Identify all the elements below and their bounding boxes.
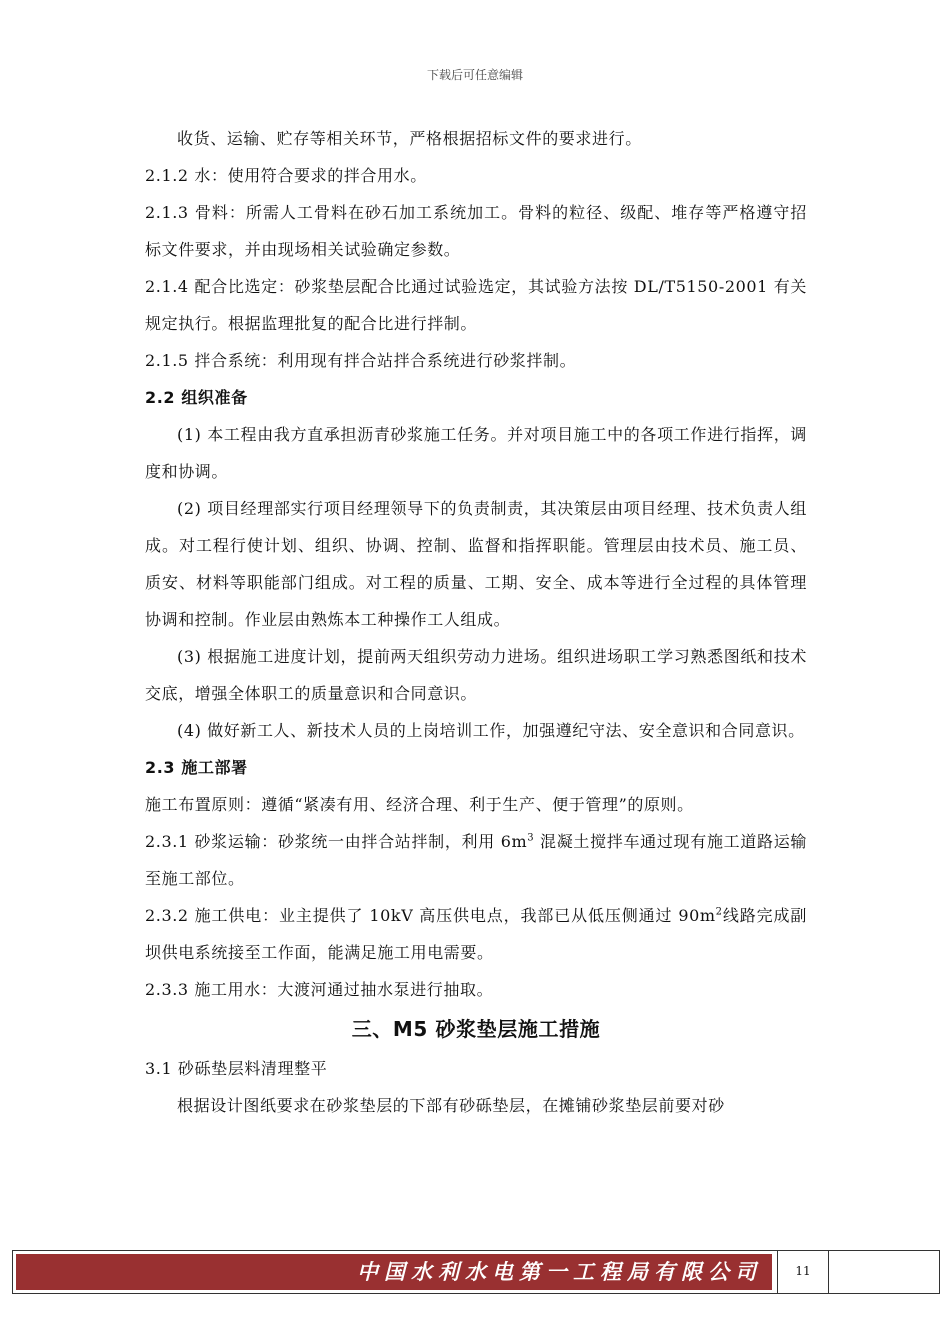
paragraph: (4) 做好新工人、新技术人员的上岗培训工作，加强遵纪守法、安全意识和合同意识。 <box>177 721 805 740</box>
clause-2-1-5: 2.1.5 拌合系统：利用现有拌合站拌合系统进行砂浆拌制。 <box>145 351 577 370</box>
subsection-heading-3-1: 3.1 砂砾垫层料清理整平 <box>145 1059 328 1078</box>
superscript: 3 <box>527 832 535 844</box>
paragraph: (3) 根据施工进度计划，提前两天组织劳动力进场。组织进场职工学习熟悉图纸和技术交底，增强全体职工的质量意识和合同意识。 <box>145 647 807 703</box>
paragraph: (1) 本工程由我方直承担沥青砂浆施工任务。并对项目施工中的各项工作进行指挥，调度和协调。 <box>145 425 807 481</box>
clause-2-1-4: 2.1.4 配合比选定：砂浆垫层配合比通过试验选定，其试验方法按 DL/T5150-2001 有关规定执行。根据监理批复的配合比进行拌制。 <box>145 277 807 333</box>
chapter-heading-3: 三、M5 砂浆垫层施工措施 <box>351 1017 601 1041</box>
paragraph: 收货、运输、贮存等相关环节，严格根据招标文件的要求进行。 <box>177 129 642 148</box>
paragraph: (2) 项目经理部实行项目经理领导下的负责制责，其决策层由项目经理、技术负责人组成。对工程行使计划、组织、协调、控制、监督和指挥职能。管理层由技术员、施工员、质安、材料等职能部门组成。对工程的质量、工期、安全、成本等进行全过程的具体管理协调和控制。作业层由熟炼本工种操作工人组成。 <box>145 499 807 629</box>
paragraph: 根据设计图纸要求在砂浆垫层的下部有砂砾垫层，在摊铺砂浆垫层前要对砂 <box>177 1096 725 1115</box>
section-heading-2-2: 2.2 组织准备 <box>145 388 248 407</box>
superscript: 2 <box>715 906 723 918</box>
clause-text: 混凝土搅拌车通过现有施工道路运输至施工部位。 <box>145 832 808 888</box>
page-footer <box>12 1250 940 1294</box>
clause-text: 线路完成副坝供电系统接至工作面，能满足施工用电需要。 <box>145 906 807 962</box>
section-heading-2-3: 2.3 施工部署 <box>145 758 248 777</box>
footer-company-name: 中国水利水电第一工程局有限公司 <box>16 1254 772 1290</box>
clause-text: 2.3.2 施工供电：业主提供了 10kV 高压供电点，我部已从低压侧通过 90m <box>145 906 716 925</box>
paragraph: 施工布置原则：遵循“紧凑有用、经济合理、利于生产、便于管理”的原则。 <box>145 795 694 814</box>
clause-2-1-2: 2.1.2 水：使用符合要求的拌合用水。 <box>145 166 427 185</box>
clause-2-3-1 <box>145 823 807 897</box>
page-number: 11 <box>777 1251 829 1293</box>
document-body <box>145 120 807 1124</box>
page-header-note: 下载后可任意编辑 <box>426 68 523 82</box>
clause-2-3-3: 2.3.3 施工用水：大渡河通过抽水泵进行抽取。 <box>145 980 494 999</box>
clause-2-3-2 <box>145 897 807 971</box>
clause-text: 2.3.1 砂浆运输：砂浆统一由拌合站拌制，利用 6m <box>145 832 528 851</box>
clause-2-1-3: 2.1.3 骨料：所需人工骨料在砂石加工系统加工。骨料的粒径、级配、堆存等严格遵守招标文件要求，并由现场相关试验确定参数。 <box>145 203 807 259</box>
